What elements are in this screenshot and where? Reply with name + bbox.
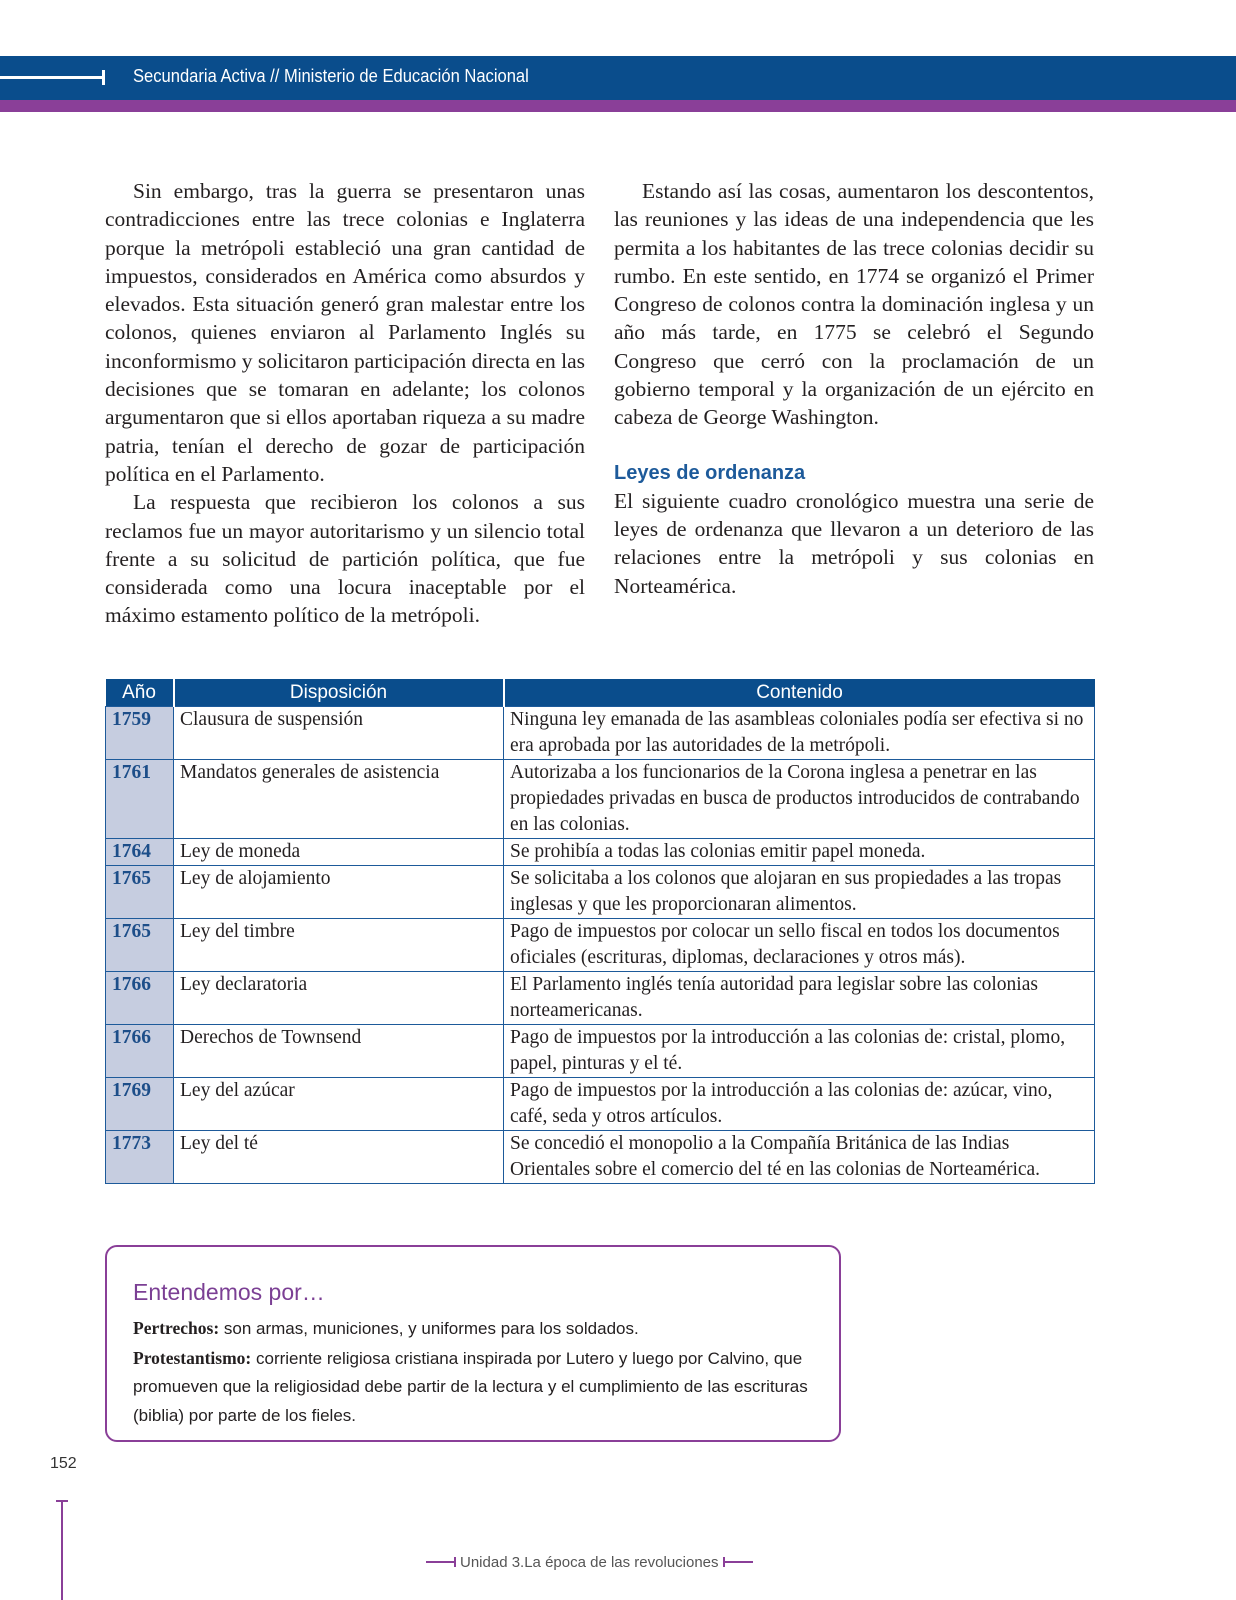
year-cell: 1766 xyxy=(106,972,174,1025)
table-row xyxy=(106,1078,1095,1131)
year-cell: 1769 xyxy=(106,1078,174,1131)
disposition-cell: Ley del timbre xyxy=(174,919,504,972)
header-rule-tick xyxy=(102,70,105,85)
disposition-cell: Ley del azúcar xyxy=(174,1078,504,1131)
disposition-cell: Ley declaratoria xyxy=(174,972,504,1025)
header-title: Secundaria Activa // Ministerio de Educación Nacional xyxy=(133,66,529,86)
content-cell: Pago de impuestos por la introducción a las colonias de: cristal, plomo, papel, pinturas y el té. xyxy=(504,1025,1095,1078)
table-header-row xyxy=(106,679,1095,707)
chronology-table xyxy=(105,679,1095,1184)
glossary-entry xyxy=(133,1344,823,1431)
table-row xyxy=(106,839,1095,866)
body-paragraph: Sin embargo, tras la guerra se presentaron unas contradicciones entre las trece colonias e Inglaterra porque la metrópoli estableció una gran cantidad de impuestos, considerados en América como absurdos y elevados. Esta situación generó gran malestar entre los colonos, quienes enviaron al Parlamento Inglés su inconformismo y solicitaron participación directa en las decisiones que se tomaran en adelante; los colonos argumentaron que si ellos aportaban riqueza a su madre patria, tenían el derecho de gozar de participación política en el Parlamento. xyxy=(105,179,586,486)
year-cell: 1765 xyxy=(106,919,174,972)
content-cell: Se prohibía a todas las colonias emitir papel moneda. xyxy=(504,839,1095,866)
glossary-body xyxy=(133,1314,823,1430)
disposition-cell: Mandatos generales de asistencia xyxy=(174,760,504,839)
footer xyxy=(426,1550,753,1574)
footer-rule-left xyxy=(426,1561,456,1563)
glossary-definition: corriente religiosa cristiana inspirada por Lutero y luego por Calvino, que promueven que la religiosidad debe partir de la lectura y el cumplimiento de las escrituras (biblia) por parte de los fieles. xyxy=(133,1348,808,1425)
table-row xyxy=(106,1025,1095,1078)
disposition-cell: Ley de moneda xyxy=(174,839,504,866)
content-cell: Se concedió el monopolio a la Compañía Británica de las Indias Orientales sobre el comercio del té en las colonias de Norteamérica. xyxy=(504,1131,1095,1184)
disposition-cell: Derechos de Townsend xyxy=(174,1025,504,1078)
glossary-title: Entendemos por… xyxy=(133,1279,325,1305)
disposition-cell: Ley del té xyxy=(174,1131,504,1184)
glossary-term: Pertrechos: xyxy=(133,1318,220,1338)
table-row xyxy=(106,972,1095,1025)
right-column xyxy=(614,177,1094,600)
content-cell: Pago de impuestos por colocar un sello fiscal en todos los documentos oficiales (escrituras, diplomas, declaraciones y otros más). xyxy=(504,919,1095,972)
header-accent-stripe xyxy=(0,100,1236,112)
table-row xyxy=(106,760,1095,839)
table-row xyxy=(106,707,1095,760)
year-cell: 1773 xyxy=(106,1131,174,1184)
header-rule xyxy=(0,76,104,79)
content-cell: El Parlamento inglés tenía autoridad para legislar sobre las colonias norteamericanas. xyxy=(504,972,1095,1025)
column-header-disposition: Disposición xyxy=(174,679,504,707)
year-cell: 1764 xyxy=(106,839,174,866)
year-cell: 1765 xyxy=(106,866,174,919)
table-row xyxy=(106,866,1095,919)
body-paragraph: La respuesta que recibieron los colonos a sus reclamos fue un mayor autoritarismo y un silencio total frente a su solicitud de partición política, que fue considerada como una locura inaceptable por el máximo estamento político de la metrópoli. xyxy=(105,490,585,628)
disposition-cell: Ley de alojamiento xyxy=(174,866,504,919)
content-cell: Pago de impuestos por la introducción a las colonias de: azúcar, vino, café, seda y otros artículos. xyxy=(504,1078,1095,1131)
glossary-entry xyxy=(133,1314,823,1344)
glossary-definition: son armas, municiones, y uniformes para los soldados. xyxy=(219,1319,639,1338)
footer-label xyxy=(456,1554,723,1571)
footer-unit: Unidad 3. xyxy=(460,1553,525,1571)
section-heading: Leyes de ordenanza xyxy=(614,461,806,484)
content-cell: Autorizaba a los funcionarios de la Corona inglesa a penetrar en las propiedades privadas en busca de productos introducidos de contrabando en las colonias. xyxy=(504,760,1095,839)
year-cell: 1759 xyxy=(106,707,174,760)
column-header-year: Año xyxy=(106,679,174,707)
content-cell: Ninguna ley emanada de las asambleas coloniales podía ser efectiva si no era aprobada por las autoridades de la metrópoli. xyxy=(504,707,1095,760)
table-row xyxy=(106,1131,1095,1184)
body-paragraph: Estando así las cosas, aumentaron los descontentos, las reuniones y las ideas de una independencia que les permita a los habitantes de las trece colonias decidir su rumbo. En este sentido, en 1774 se organizó el Primer Congreso de colonos contra la dominación inglesa y un año más tarde, en 1775 se celebró el Segundo Congreso que cerró con la proclamación de un gobierno temporal y la organización de un ejército en cabeza de George Washington. xyxy=(614,179,1094,430)
margin-rule xyxy=(61,1500,63,1600)
table-row xyxy=(106,919,1095,972)
glossary-term: Protestantismo: xyxy=(133,1347,252,1368)
body-paragraph: El siguiente cuadro cronológico muestra una serie de leyes de ordenanza que llevaron a un deterioro de las relaciones entre la metrópoli y sus colonias en Norteamérica. xyxy=(614,488,1094,598)
disposition-cell: Clausura de suspensión xyxy=(174,707,504,760)
year-cell: 1766 xyxy=(106,1025,174,1078)
column-header-content: Contenido xyxy=(504,679,1095,707)
left-column xyxy=(105,177,585,630)
glossary-box xyxy=(105,1245,841,1442)
footer-rule-right xyxy=(723,1561,753,1563)
footer-unit-title: La época de las revoluciones xyxy=(524,1553,719,1571)
year-cell: 1761 xyxy=(106,760,174,839)
page-number: 152 xyxy=(50,1455,77,1472)
content-cell: Se solicitaba a los colonos que alojaran en sus propiedades a las tropas inglesas y que les proporcionaran alimentos. xyxy=(504,866,1095,919)
